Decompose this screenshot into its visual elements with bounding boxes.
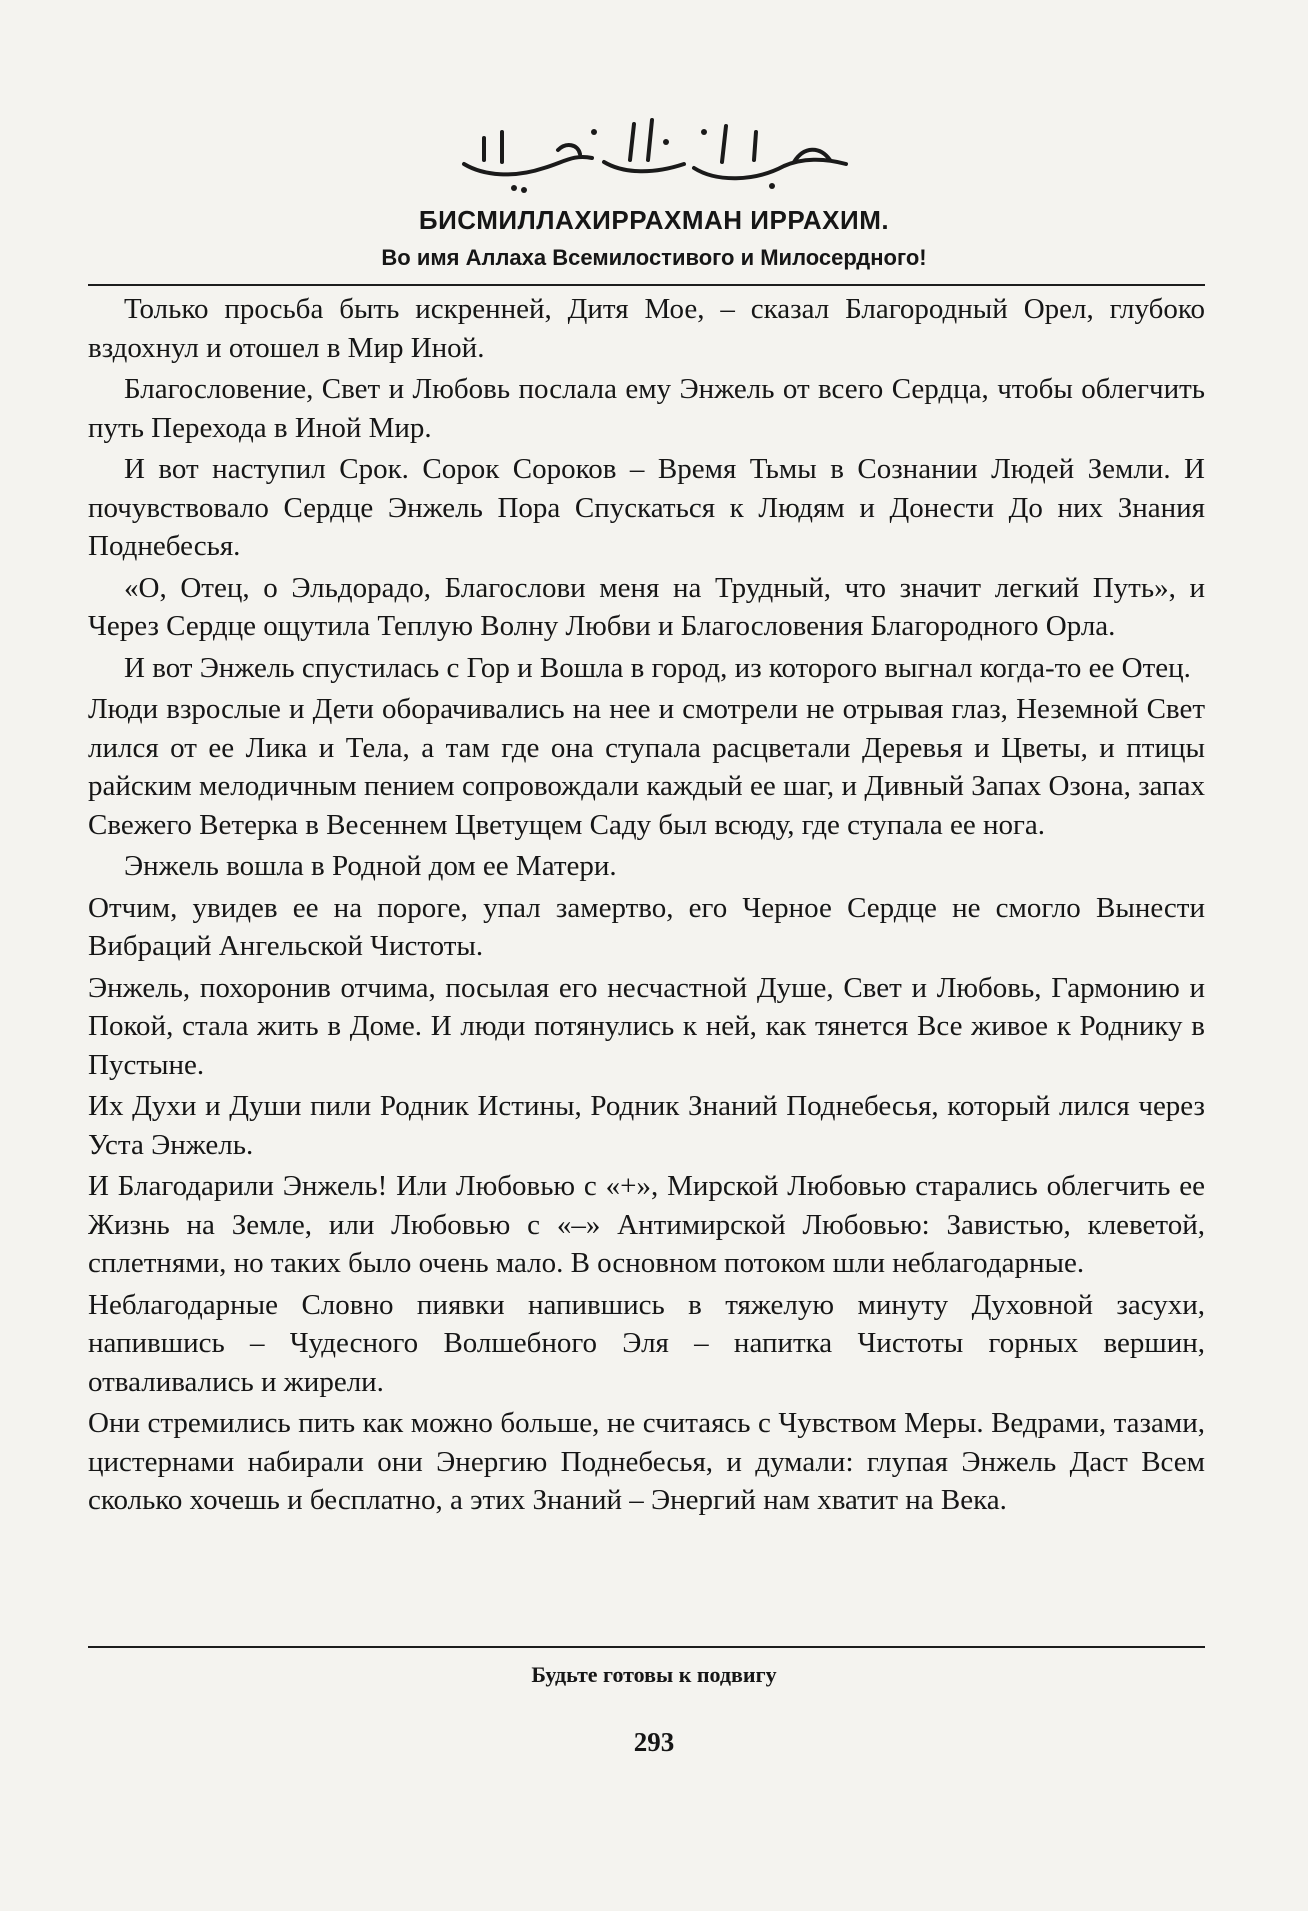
bismillah-subtitle: Во имя Аллаха Всемилостивого и Милосердного! [381,245,927,270]
paragraph: Неблагодарные Словно пиявки напившись в тяжелую минуту Духовной засухи, напившись – Чудесного Волшебного Эля – напитка Чистоты горных вершин, отваливались и жирели. [88,1288,1205,1398]
paragraph: Отчим, увидев ее на пороге, упал замертво, его Черное Сердце не смогло Вынести Вибраций Ангельской Чистоты. [88,891,1205,962]
page-number: 293 [633,1727,675,1757]
paragraph: И Благодарили Энжель! Или Любовью с «+», Мирской Любовью старались облегчить ее Жизнь на Земле, или Любовью с «–» Антимирской Любовью: Завистью, клеветой, сплетнями, но таких было очень мало. В основном потоком шли неблагодарные. [88,1170,1205,1279]
paragraph: И вот наступил Срок. Сорок Сороков – Время Тьмы в Сознании Людей Земли. И почувствовало Сердце Энжель Пора Спускаться к Людям и Донести До них Знания Поднебесья. [88,453,1205,562]
bismillah-title: БИСМИЛЛАХИРРАХМАН ИРРАХИМ. [418,205,890,235]
header-divider [88,284,1205,286]
paragraph: Люди взрослые и Дети оборачивались на нее и смотрели не отрывая глаз, Неземной Свет лился от ее Лика и Тела, а там где она ступала расцветали Деревья и Цветы, и птицы райским мелодичным пением сопровождали каждый ее шаг, и Дивный Запах Озона, запах Свежего Ветерка в Весеннем Цветущем Саду был всюду, где ступала ее нога. [88,693,1205,841]
paragraph: Энжель, похоронив отчима, посылая его несчастной Душе, Свет и Любовь, Гармонию и Покой, стала жить в Доме. И люди потянулись к ней, как тянется Все живое к Роднику в Пустыне. [88,971,1205,1081]
paragraph: Благословение, Свет и Любовь послала ему Энжель от всего Сердца, чтобы облегчить путь Перехода в Иной Мир. [88,373,1205,444]
paragraph: И вот Энжель спустилась с Гор и Вошла в город, из которого выгнал когда-то ее Отец. [124,651,1191,684]
main-text [88,290,1205,1523]
bismillah-calligraphy-icon [454,102,854,212]
footer-divider [88,1646,1205,1648]
paragraph: Только просьба быть искренней, Дитя Мое, – сказал Благородный Орел, глубоко вздохнул и отошел в Мир Иной. [88,293,1205,364]
running-footer-title: Будьте готовы к подвигу [531,1662,777,1687]
paragraph: Их Духи и Души пили Родник Истины, Родник Знаний Поднебесья, который лился через Уста Энжель. [88,1090,1205,1161]
paragraph: Они стремились пить как можно больше, не считаясь с Чувством Меры. Ведрами, тазами, цистернами набирали они Энергию Поднебесья, и думали: глупая Энжель Даст Всем сколько хочешь и бесплатно, а этих Знаний – Энергий нам хватит на Века. [88,1407,1205,1516]
paragraph: «О, Отец, о Эльдорадо, Благослови меня на Трудный, что значит легкий Путь», и Через Сердце ощутила Теплую Волну Любви и Благословения Благородного Орла. [88,571,1205,642]
paragraph: Энжель вошла в Родной дом ее Матери. [124,850,617,882]
